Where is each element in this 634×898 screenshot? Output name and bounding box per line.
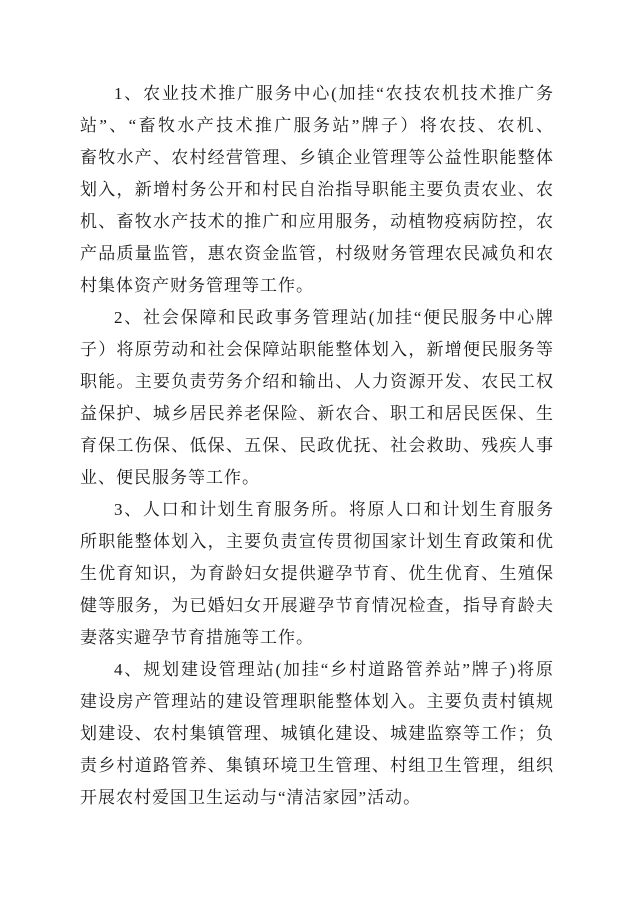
text-line: 3、人口和计划生育服务所。将原人口和计划生育服务 — [114, 500, 554, 519]
text-line: 畜牧水产、农村经营管理、乡镇企业管理等公益性职能整体 — [80, 148, 554, 167]
text-line: 生优育知识，为育龄妇女提供避孕节育、优生优育、生殖保 — [80, 564, 554, 583]
text-line: 村集体资产财务管理等工作。 — [80, 276, 314, 295]
paragraph-1 — [80, 78, 554, 302]
text-line: 所职能整体划入，主要负责宣传贯彻国家计划生育政策和优 — [80, 532, 554, 551]
text-line: 益保护、城乡居民养老保险、新农合、职工和居民医保、生 — [80, 404, 554, 423]
text-line: 产品质量监管，惠农资金监管，村级财务管理农民减负和农 — [80, 244, 554, 263]
paragraph-2 — [80, 302, 554, 494]
text-line: 建设房产管理站的建设管理职能整体划入。主要负责村镇规 — [80, 692, 554, 711]
text-line: 责乡村道路管养、集镇环境卫生管理、村组卫生管理，组织 — [80, 756, 554, 775]
text-line: 职能。主要负责劳务介绍和输出、人力资源开发、农民工权 — [80, 372, 554, 391]
document-text-block — [80, 78, 554, 814]
text-line: 1、农业技术推广服务中心(加挂“农技农机技术推广务 — [114, 84, 554, 103]
text-line: 4、规划建设管理站(加挂“乡村道路管养站”牌子)将原 — [114, 660, 554, 679]
text-line: 子）将原劳动和社会保障站职能整体划入，新增便民服务等 — [80, 340, 554, 359]
text-line: 机、畜牧水产技术的推广和应用服务，动植物疫病防控，农 — [80, 212, 554, 231]
text-line: 划建设、农村集镇管理、城镇化建设、城建监察等工作；负 — [80, 724, 554, 743]
paragraph-4 — [80, 654, 554, 814]
text-line: 划入，新增村务公开和村民自治指导职能主要负责农业、农 — [80, 180, 554, 199]
text-line: 站”、“畜牧水产技术推广服务站”牌子）将农技、农机、 — [80, 116, 554, 135]
paragraph-3 — [80, 494, 554, 654]
text-line: 业、便民服务等工作。 — [80, 468, 260, 487]
text-line: 妻落实避孕节育措施等工作。 — [80, 628, 314, 647]
text-line: 健等服务，为已婚妇女开展避孕节育情况检查，指导育龄夫 — [80, 596, 554, 615]
text-line: 育保工伤保、低保、五保、民政优抚、社会救助、残疾人事 — [80, 436, 554, 455]
text-line: 2、社会保障和民政事务管理站(加挂“便民服务中心牌 — [114, 308, 554, 327]
text-line: 开展农村爱国卫生运动与“清洁家园”活动。 — [80, 788, 422, 807]
